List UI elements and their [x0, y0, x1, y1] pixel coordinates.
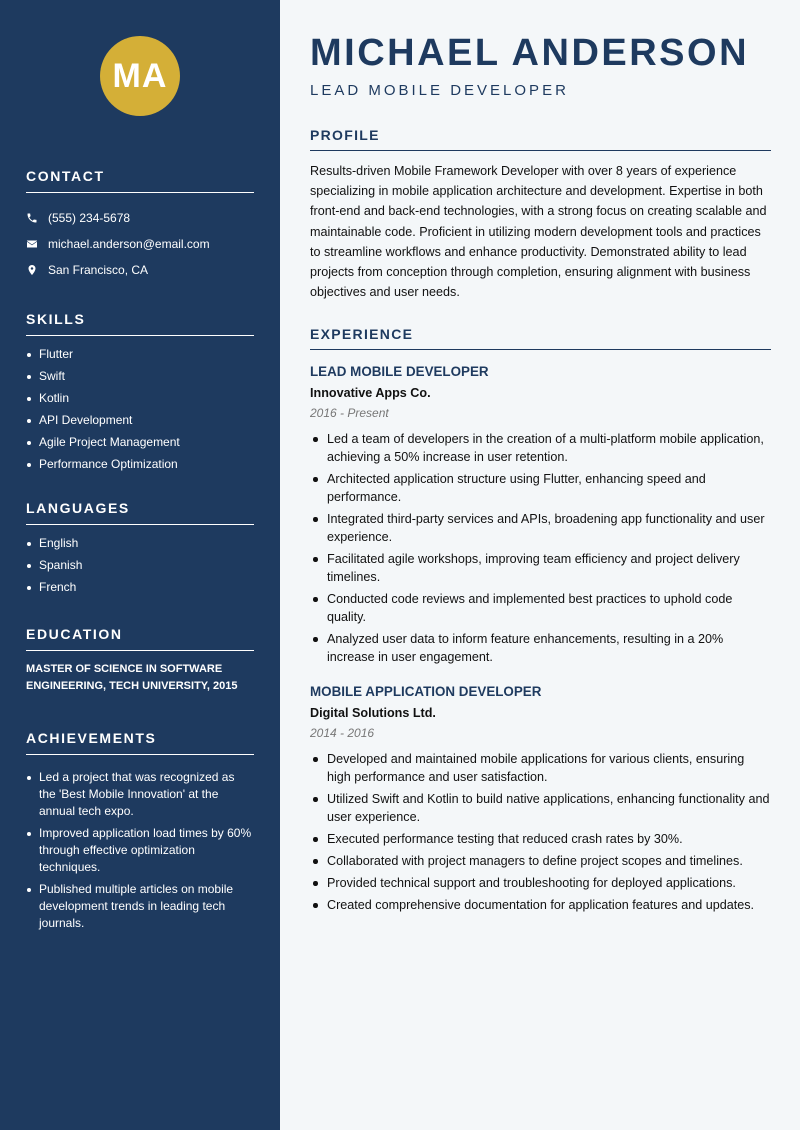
achievement-item: Published multiple articles on mobile development trends in leading tech journals. — [26, 881, 254, 932]
skill-item: Agile Project Management — [26, 434, 254, 451]
contact-item-phone — [26, 205, 254, 231]
contact-list — [26, 205, 254, 283]
languages-heading: LANGUAGES — [26, 500, 254, 525]
experience-section — [310, 326, 771, 914]
job-bullet: Provided technical support and troubleshooting for deployed applications. — [310, 874, 771, 892]
contact-phone: (555) 234-5678 — [48, 211, 131, 225]
language-item: French — [26, 579, 254, 596]
job-bullet: Utilized Swift and Kotlin to build native applications, enhancing functionality and user experience. — [310, 790, 771, 826]
profile-section — [310, 127, 771, 302]
sidebar — [0, 0, 280, 1130]
job-bullets — [310, 430, 771, 666]
job-bullet: Integrated third-party services and APIs, broadening app functionality and user experience. — [310, 510, 771, 546]
job-bullet: Created comprehensive documentation for application features and updates. — [310, 896, 771, 914]
job-bullet: Developed and maintained mobile applications for various clients, ensuring high performance and user satisfaction. — [310, 750, 771, 786]
job-role: MOBILE APPLICATION DEVELOPER — [310, 684, 542, 700]
skills-list — [26, 346, 254, 473]
skill-item: Swift — [26, 368, 254, 385]
achievement-item: Led a project that was recognized as the 'Best Mobile Innovation' at the annual tech expo. — [26, 769, 254, 820]
languages-section — [26, 500, 254, 596]
contact-section — [26, 168, 254, 283]
phone-icon — [26, 212, 38, 224]
location-pin-icon — [26, 264, 38, 276]
experience-heading: EXPERIENCE — [310, 326, 771, 350]
job-dates: 2016 - Present — [310, 406, 389, 421]
skill-item: Flutter — [26, 346, 254, 363]
avatar-initials: MA — [112, 56, 168, 95]
job-bullets — [310, 750, 771, 914]
main-content — [280, 0, 800, 1130]
job-bullet: Architected application structure using Flutter, enhancing speed and performance. — [310, 470, 771, 506]
candidate-name: MICHAEL ANDERSON — [310, 32, 750, 74]
contact-item-location — [26, 257, 254, 283]
education-entry: MASTER OF SCIENCE IN SOFTWARE ENGINEERING, TECH UNIVERSITY, 2015 — [26, 663, 238, 692]
profile-heading: PROFILE — [310, 127, 771, 151]
achievement-item: Improved application load times by 60% through effective optimization techniques. — [26, 825, 254, 876]
envelope-icon — [26, 238, 38, 250]
achievements-heading: ACHIEVEMENTS — [26, 730, 254, 755]
contact-email: michael.anderson@email.com — [48, 237, 210, 251]
job-title-header: LEAD MOBILE DEVELOPER — [310, 82, 569, 99]
skills-heading: SKILLS — [26, 311, 254, 336]
achievements-list — [26, 769, 254, 932]
avatar — [100, 36, 180, 116]
skill-item: Kotlin — [26, 390, 254, 407]
job-bullet: Analyzed user data to inform feature enhancements, resulting in a 20% increase in user engagement. — [310, 630, 771, 666]
job-dates: 2014 - 2016 — [310, 726, 375, 741]
contact-item-email — [26, 231, 254, 257]
language-item: English — [26, 535, 254, 552]
profile-summary: Results-driven Mobile Framework Developer with over 8 years of experience specializing in mobile application architecture and development. Expertise in both front-end and back-end technologies, with a strong focus on creating scalable and maintainable code. Proficient in utilizing modern development tools and practices to streamline workflows and enhance productivity. Demonstrated ability to lead projects from conception through completion, ensuring alignment with business objectives and user needs. — [310, 164, 767, 300]
job-company: Innovative Apps Co. — [310, 386, 431, 401]
job-bullet: Collaborated with project managers to define project scopes and timelines. — [310, 852, 771, 870]
education-heading: EDUCATION — [26, 626, 254, 651]
skills-section — [26, 311, 254, 473]
contact-location: San Francisco, CA — [48, 263, 149, 277]
job-bullet: Conducted code reviews and implemented best practices to uphold code quality. — [310, 590, 771, 626]
job-bullet: Executed performance testing that reduced crash rates by 30%. — [310, 830, 771, 848]
achievements-section — [26, 730, 254, 932]
education-section — [26, 626, 254, 695]
languages-list — [26, 535, 254, 596]
job-company: Digital Solutions Ltd. — [310, 706, 436, 721]
job-bullet: Led a team of developers in the creation of a multi-platform mobile application, achieving a 50% increase in user retention. — [310, 430, 771, 466]
contact-heading: CONTACT — [26, 168, 254, 193]
job-role: LEAD MOBILE DEVELOPER — [310, 364, 489, 380]
skill-item: Performance Optimization — [26, 456, 254, 473]
job-entry — [310, 364, 771, 666]
job-bullet: Facilitated agile workshops, improving team efficiency and project delivery timelines. — [310, 550, 771, 586]
language-item: Spanish — [26, 557, 254, 574]
job-entry — [310, 684, 771, 914]
skill-item: API Development — [26, 412, 254, 429]
